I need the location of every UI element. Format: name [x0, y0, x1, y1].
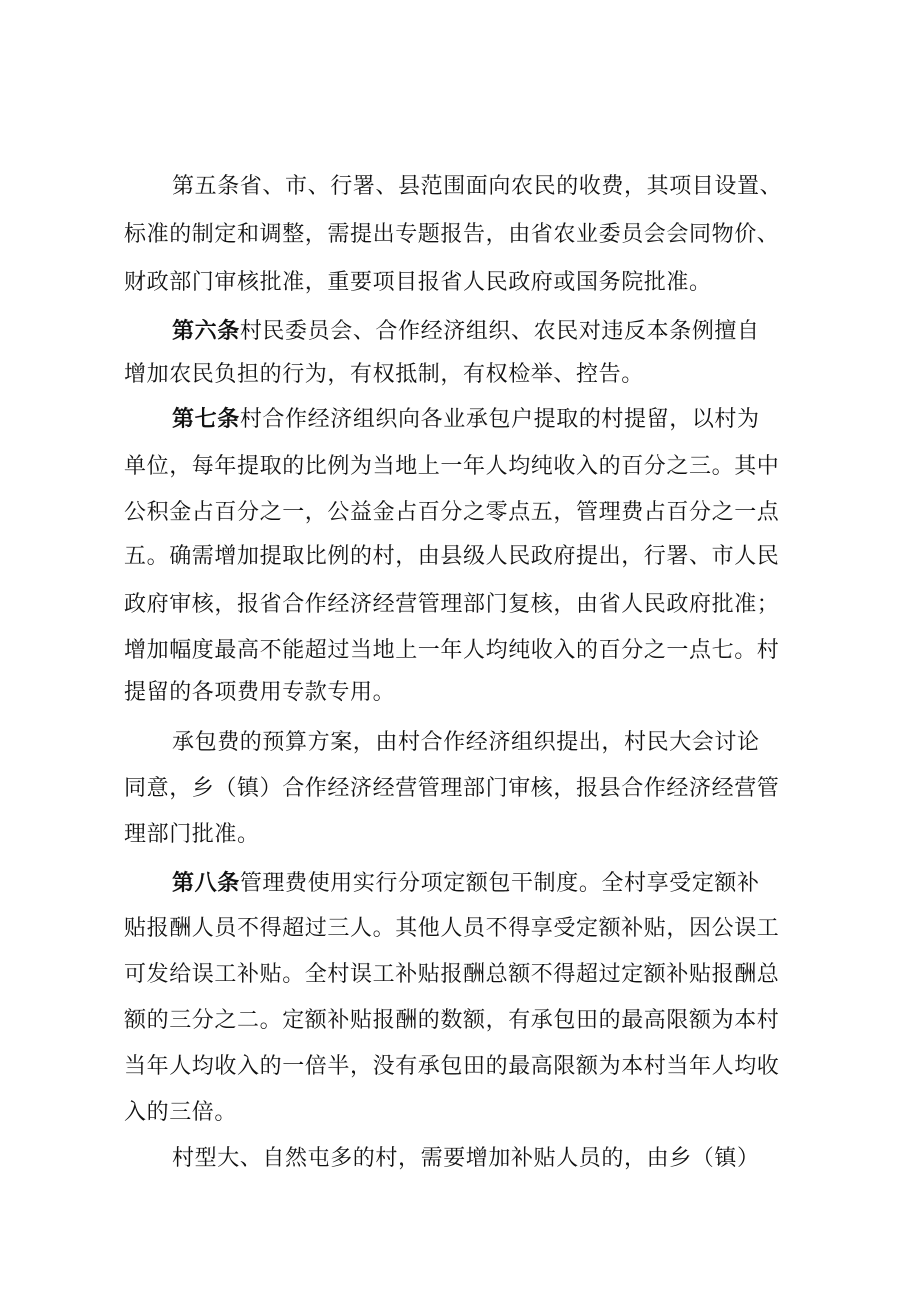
- paragraph-2-line-2: 增加农民负担的行为，有权抵制，有权检举、控告。: [124, 362, 644, 387]
- article-number: 第八条: [172, 870, 240, 896]
- article-number: 第七条: [172, 406, 240, 432]
- article-number: 第六条: [172, 318, 240, 344]
- paragraph-5-line-6: 入的三倍。: [124, 1100, 238, 1125]
- paragraph-text: 村民委员会、合作经济组织、农民对违反本条例擅自: [239, 319, 760, 344]
- paragraph-3-line-3: 公积金占百分之一，公益金占百分之零点五，管理费占百分之一点: [124, 500, 780, 525]
- paragraph-3-line-6: 增加幅度最高不能超过当地上一年人均纯收入的百分之一点七。村: [124, 638, 780, 663]
- paragraph-3-line-5: 政府审核，报省合作经济经营管理部门复核，由省人民政府批准；: [124, 592, 780, 617]
- paragraph-3-line-7: 提留的各项费用专款专用。: [124, 680, 396, 705]
- paragraph-4-line-3: 理部门批准。: [124, 822, 260, 847]
- paragraph-3-line-1: [172, 403, 794, 436]
- paragraph-5-line-4: 额的三分之二。定额补贴报酬的数额，有承包田的最高限额为本村: [124, 1008, 780, 1033]
- paragraph-5-line-5: 当年人均收入的一倍半，没有承包田的最高限额为本村当年人均收: [124, 1054, 780, 1079]
- paragraph-3-line-2: 单位，每年提取的比例为当地上一年人均纯收入的百分之三。其中: [124, 454, 780, 479]
- paragraph-2-line-1: [172, 315, 794, 348]
- paragraph-4-line-1: 承包费的预算方案，由村合作经济组织提出，村民大会讨论: [172, 730, 760, 755]
- paragraph-text: 管理费使用实行分项定额包干制度。全村享受定额补: [239, 871, 760, 896]
- paragraph-5-line-2: 贴报酬人员不得超过三人。其他人员不得享受定额补贴，因公误工: [124, 916, 780, 941]
- paragraph-6-line-1: 村型大、自然屯多的村，需要增加补贴人员的，由乡（镇）: [172, 1146, 760, 1171]
- paragraph-1-line-1: 第五条省、市、行署、县范围面向农民的收费，其项目设置、: [172, 174, 783, 199]
- paragraph-1-line-2: 标准的制定和调整，需提出专题报告，由省农业委员会会同物价、: [124, 222, 780, 247]
- paragraph-3-line-4: 五。确需增加提取比例的村，由县级人民政府提出，行署、市人民: [124, 544, 780, 569]
- paragraph-text: 村合作经济组织向各业承包户提取的村提留，以村为: [239, 407, 760, 432]
- paragraph-1-line-3: 财政部门审核批准，重要项目报省人民政府或国务院批准。: [124, 270, 712, 295]
- paragraph-5-line-3: 可发给误工补贴。全村误工补贴报酬总额不得超过定额补贴报酬总: [124, 962, 780, 987]
- paragraph-5-line-1: [172, 867, 794, 900]
- paragraph-4-line-2: 同意，乡（镇）合作经济经营管理部门审核，报县合作经济经营管: [124, 776, 780, 801]
